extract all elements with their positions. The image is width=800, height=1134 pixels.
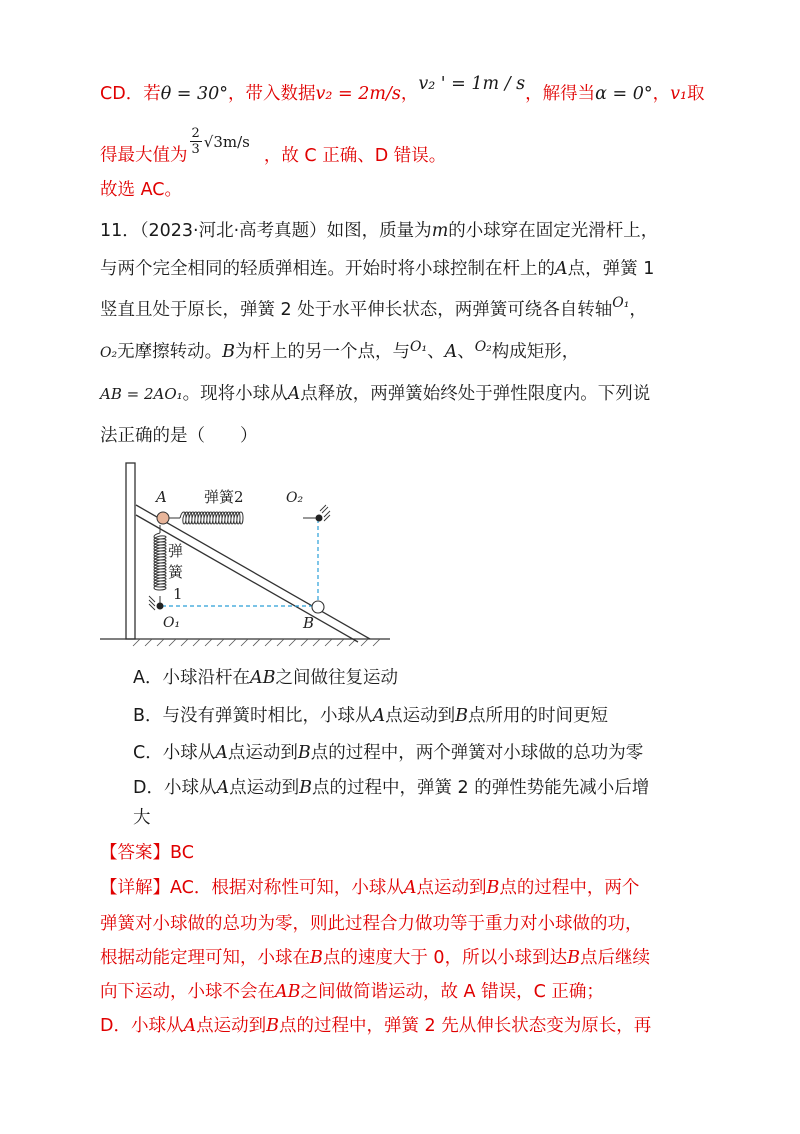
option-d-continued: 大 (133, 808, 151, 828)
spring-rod-figure (100, 455, 390, 650)
pivot-o1 (149, 596, 164, 610)
theta-equation: θ = 30° (160, 84, 229, 104)
label-spring-1-b: 簧 (168, 563, 184, 581)
label-a: A (156, 488, 167, 506)
option-b: B．与没有弹簧时相比，小球从A点运动到B点所用的时间更短 (133, 706, 609, 726)
question-line-3: 竖直且处于原长，弹簧 2 处于水平伸长状态，两弹簧可绕各自转轴$^{O_1}$， (100, 295, 647, 320)
detail-line-4: 向下运动，小球不会在AB之间做简谐运动，故 A 错误，C 正确； (100, 982, 604, 1002)
detail-line-5: D．小球从A点运动到B点的过程中，弹簧 2 先从伸长状态变为原长，再 (100, 1016, 652, 1036)
ball-a (157, 512, 169, 524)
label-o2: O₂ (286, 490, 304, 506)
pivot-o2 (316, 505, 331, 522)
label-o1: O₁ (163, 615, 181, 631)
detail-line-2: 弹簧对小球做的总功为零，则此过程合力做功等于重力对小球做的功， (100, 914, 643, 934)
label-spring-1-c: 1 (173, 585, 183, 603)
option-a: A．小球沿杆在AB之间做往复运动 (133, 668, 398, 688)
question-line-4: O₂无摩擦转动。B为杆上的另一个点，与$^{O_1}$、A、$^{O_2}$构成矩形， (100, 339, 580, 362)
dashed-rectangle (162, 519, 318, 606)
alpha-equation: α = 0° (595, 84, 653, 104)
label-spring-1-a: 弹 (168, 542, 184, 560)
label-spring-2: 弹簧2 (204, 488, 244, 506)
choose-line: 故选 AC。 (100, 180, 182, 200)
wall (126, 463, 135, 639)
solution-cd-line: CD．若θ = 30°，带入数据v₂ = 2m/s，v₂ ' = 1m / s，解得当α = 0°，v₁取 (100, 74, 705, 104)
label-b: B (303, 614, 315, 632)
option-d: D．小球从A点运动到B点的过程中，弹簧 2 的弹性势能先减小后增 (133, 778, 650, 798)
detail-line-1: 【详解】AC．根据对称性可知，小球从A点运动到B点的过程中，两个 (100, 878, 640, 898)
spring-1 (154, 525, 166, 603)
option-c: C．小球从A点运动到B点的过程中，两个弹簧对小球做的总功为零 (133, 743, 644, 763)
v2-prime-equation: v₂ ' = 1m / s (418, 74, 526, 94)
point-b-circle (312, 601, 324, 613)
ground-hatch (133, 639, 380, 646)
spring-2 (168, 512, 316, 524)
detail-line-3: 根据动能定理可知，小球在B点的速度大于 0，所以小球到达B点后继续 (100, 948, 650, 968)
fraction: $\frac{2}{3}$ (191, 126, 200, 157)
question-line-1: 11．（2023·河北·高考真题）如图，质量为m的小球穿在固定光滑杆上， (100, 221, 659, 241)
question-line-2: 与两个完全相同的轻质弹相连。开始时将小球控制在杆上的A点，弹簧 1 (100, 259, 655, 279)
question-line-5: AB = 2AO₁。现将小球从A点释放，两弹簧始终处于弹性限度内。下列说 (100, 384, 651, 404)
answer-line: 【答案】BC (100, 843, 194, 863)
question-line-6: 法正确的是（ ） (100, 426, 258, 446)
v2-equation: v₂ = 2m/s (315, 84, 401, 104)
solution-max-line: 得最大值为 $\frac{2}{3}$ √3m/s，故 C 正确、D 错误。 (100, 126, 447, 166)
